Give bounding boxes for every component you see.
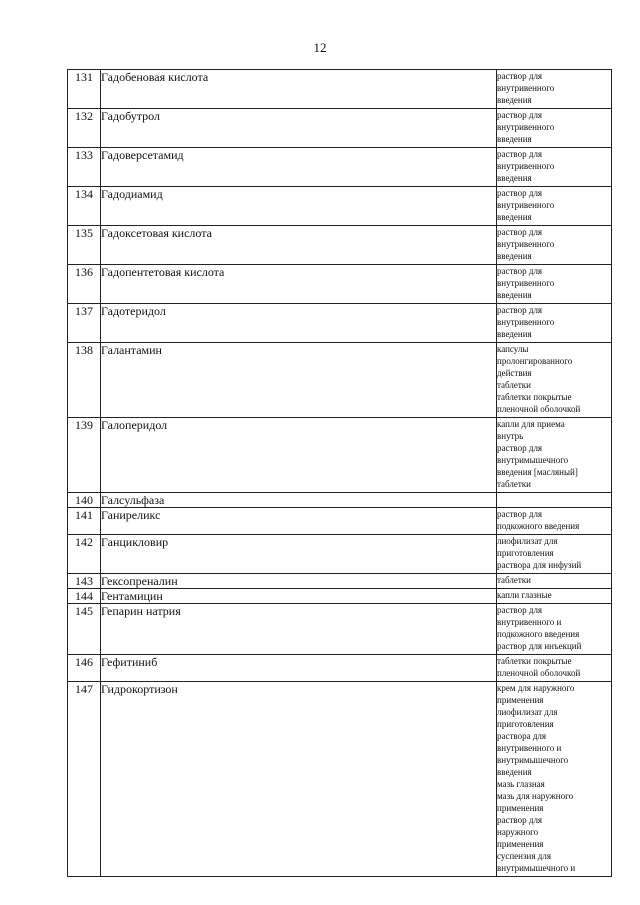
dosage-form-line: крем для наружного [497,683,575,693]
dosage-forms [497,682,612,877]
dosage-form-line: мазь глазная [497,779,545,789]
dosage-form-line: внутривенного [497,200,555,210]
dosage-form-line: таблетки покрытые [497,656,572,666]
row-number: 145 [68,604,101,655]
dosage-forms [497,187,612,226]
row-number: 137 [68,304,101,343]
dosage-form-line: раствора для [497,731,547,741]
drug-name: Гепарин натрия [101,604,497,655]
row-number: 140 [68,493,101,508]
dosage-form-line: наружного [497,827,539,837]
drug-name: Гидрокортизон [101,682,497,877]
dosage-form-line: внутривенного [497,122,555,132]
table-row [68,493,612,508]
dosage-form-line: введения [497,95,532,105]
dosage-form-line: внутривенного и [497,617,562,627]
table-row [68,70,612,109]
row-number: 143 [68,574,101,589]
table-row [68,226,612,265]
dosage-form-line: раствор для [497,266,543,276]
table-row [68,589,612,604]
dosage-form-line: раствор для [497,305,543,315]
dosage-forms [497,265,612,304]
dosage-form-line: внутривенного [497,278,555,288]
dosage-form-line: раствор для [497,815,543,825]
dosage-form-line: раствор для [497,110,543,120]
dosage-forms [497,226,612,265]
dosage-form-line: применения [497,803,544,813]
drug-name: Гентамицин [101,589,497,604]
dosage-form-line: внутривенного [497,83,555,93]
row-number: 135 [68,226,101,265]
table-row [68,418,612,493]
dosage-forms [497,418,612,493]
drug-name: Гадоксетовая кислота [101,226,497,265]
dosage-form-line: введения [497,134,532,144]
row-number: 131 [68,70,101,109]
table-row [68,604,612,655]
dosage-form-line: таблетки покрытые [497,392,572,402]
drug-name: Галсульфаза [101,493,497,508]
row-number: 146 [68,655,101,682]
dosage-form-line: введения [497,329,532,339]
dosage-form-line: пленочной оболочкой [497,668,581,678]
dosage-form-line: введения [497,212,532,222]
drug-name: Галантамин [101,343,497,418]
dosage-form-line: введения [497,251,532,261]
row-number: 134 [68,187,101,226]
dosage-forms [497,508,612,535]
dosage-form-line: внутримышечного [497,755,569,765]
row-number: 142 [68,535,101,574]
dosage-form-line: раствор для [497,509,543,519]
dosage-form-line: внутривенного [497,239,555,249]
row-number: 147 [68,682,101,877]
page-number: 12 [313,40,327,55]
table-row [68,148,612,187]
drug-name: Гефитиниб [101,655,497,682]
dosage-form-line: мазь для наружного [497,791,574,801]
dosage-form-line: раствор для [497,149,543,159]
dosage-form-line: внутривенного [497,317,555,327]
dosage-form-line: раствор для [497,443,543,453]
drug-name: Ганцикловир [101,535,497,574]
dosage-form-line: приготовления [497,719,554,729]
row-number: 138 [68,343,101,418]
dosage-forms [497,493,612,508]
dosage-form-line: подкожного введения [497,629,580,639]
row-number: 132 [68,109,101,148]
dosage-form-line: лиофилизат для [497,536,558,546]
dosage-form-line: раствор для [497,71,543,81]
dosage-form-line: раствор для [497,227,543,237]
table-row [68,535,612,574]
drug-name: Гадопентетовая кислота [101,265,497,304]
row-number: 139 [68,418,101,493]
drug-name: Галоперидол [101,418,497,493]
dosage-form-line: внутримышечного и [497,863,576,873]
row-number: 136 [68,265,101,304]
dosage-form-line: приготовления [497,548,554,558]
dosage-form-line: капли для приема [497,419,565,429]
dosage-form-line: раствор для инъекций [497,641,582,651]
drug-name: Гадотеридол [101,304,497,343]
dosage-form-line: раствор для [497,188,543,198]
dosage-form-line: внутримышечного [497,455,569,465]
table-row [68,574,612,589]
drug-name: Гексопреналин [101,574,497,589]
row-number: 133 [68,148,101,187]
dosage-forms [497,655,612,682]
table-row [68,655,612,682]
dosage-form-line: таблетки [497,380,532,390]
dosage-forms [497,343,612,418]
dosage-form-line: подкожного введения [497,521,580,531]
drug-name: Гадоверсетамид [101,148,497,187]
dosage-form-line: капли глазные [497,590,552,600]
dosage-form-line: внутривенного и [497,743,562,753]
dosage-form-line: применения [497,839,544,849]
dosage-forms [497,604,612,655]
dosage-form-line: введения [497,173,532,183]
dosage-forms [497,109,612,148]
dosage-form-line: введения [497,767,532,777]
dosage-forms [497,70,612,109]
table-row [68,508,612,535]
table-row [68,682,612,877]
dosage-form-line: раствора для инфузий [497,560,582,570]
dosage-form-line: таблетки [497,479,532,489]
dosage-form-line: пролонгированного [497,356,573,366]
drug-name: Гадобутрол [101,109,497,148]
dosage-forms [497,589,612,604]
dosage-forms [497,574,612,589]
drug-table [67,69,612,877]
dosage-form-line: применения [497,695,544,705]
table-row [68,304,612,343]
row-number: 141 [68,508,101,535]
drug-name: Гадодиамид [101,187,497,226]
dosage-form-line: лиофилизат для [497,707,558,717]
dosage-forms [497,304,612,343]
drug-name: Гадобеновая кислота [101,70,497,109]
dosage-form-line: внутривенного [497,161,555,171]
drug-table-body [68,70,612,877]
table-row [68,187,612,226]
drug-name: Ганиреликс [101,508,497,535]
dosage-form-line: суспензия для [497,851,551,861]
dosage-form-line: внутрь [497,431,524,441]
dosage-form-line: капсулы [497,344,529,354]
dosage-forms [497,535,612,574]
dosage-form-line: введения [497,290,532,300]
dosage-form-line: пленочной оболочкой [497,404,581,414]
row-number: 144 [68,589,101,604]
dosage-form-line: таблетки [497,575,532,585]
dosage-form-line: введения [масляный] [497,467,578,477]
table-row [68,343,612,418]
dosage-form-line: действия [497,368,532,378]
dosage-forms [497,148,612,187]
dosage-form-line: раствор для [497,605,543,615]
table-row [68,265,612,304]
table-row [68,109,612,148]
